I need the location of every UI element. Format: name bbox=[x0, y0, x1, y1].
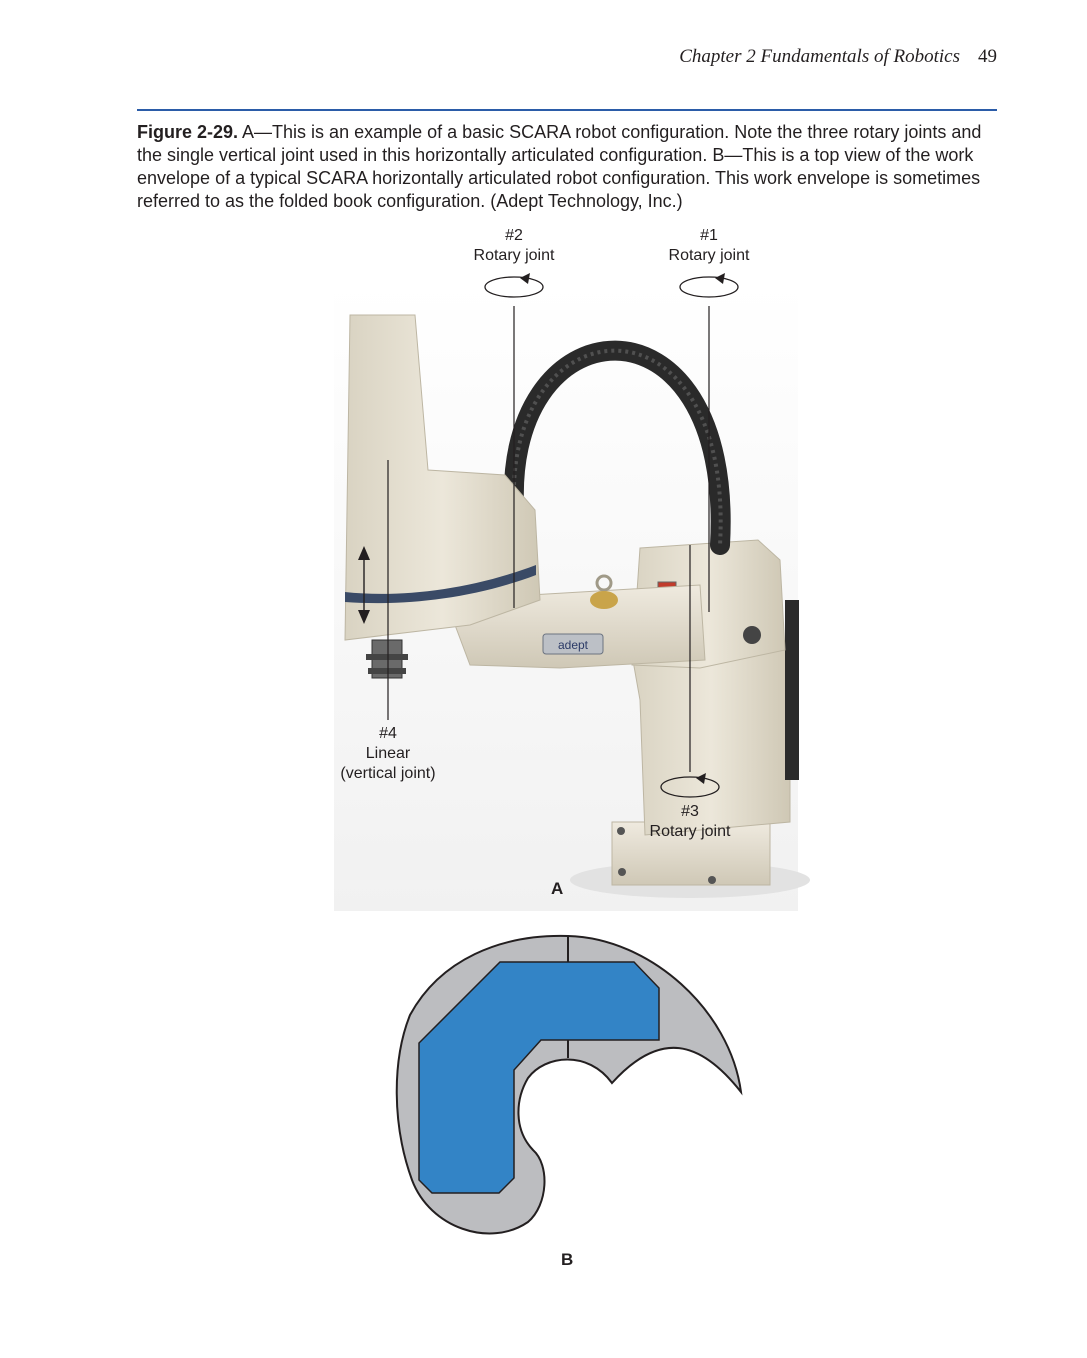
panel-a-label: A bbox=[551, 879, 564, 898]
page-number: 49 bbox=[978, 46, 997, 67]
joint1-name: Rotary joint bbox=[668, 247, 750, 264]
joint2-name: Rotary joint bbox=[473, 247, 555, 264]
caption-text: A—This is an example of a basic SCARA robot configuration. Note the three rotary joints and the single vertical joint used in this horizontally articulated configuration. B—This is a top view of the work envelope of a typical SCARA horizontally articulated robot configuration. This work envelope is sometimes referred to as the folded book configuration. (Adept Technology, Inc.) bbox=[137, 122, 982, 211]
joint4-line1: Linear bbox=[365, 745, 411, 762]
joint4-line2: (vertical joint) bbox=[340, 765, 436, 782]
joint2-number: #2 bbox=[505, 227, 523, 244]
figure-label: Figure 2-29. bbox=[137, 122, 239, 142]
running-head-title: Chapter 2 Fundamentals of Robotics bbox=[679, 46, 960, 67]
joint4-number: #4 bbox=[379, 725, 397, 742]
panel-b-label: B bbox=[561, 1250, 574, 1269]
joint3-name: Rotary joint bbox=[649, 823, 731, 840]
joint3-number: #3 bbox=[681, 803, 699, 820]
brand-plate-text: adept bbox=[557, 638, 589, 652]
joint1-number: #1 bbox=[700, 227, 718, 244]
